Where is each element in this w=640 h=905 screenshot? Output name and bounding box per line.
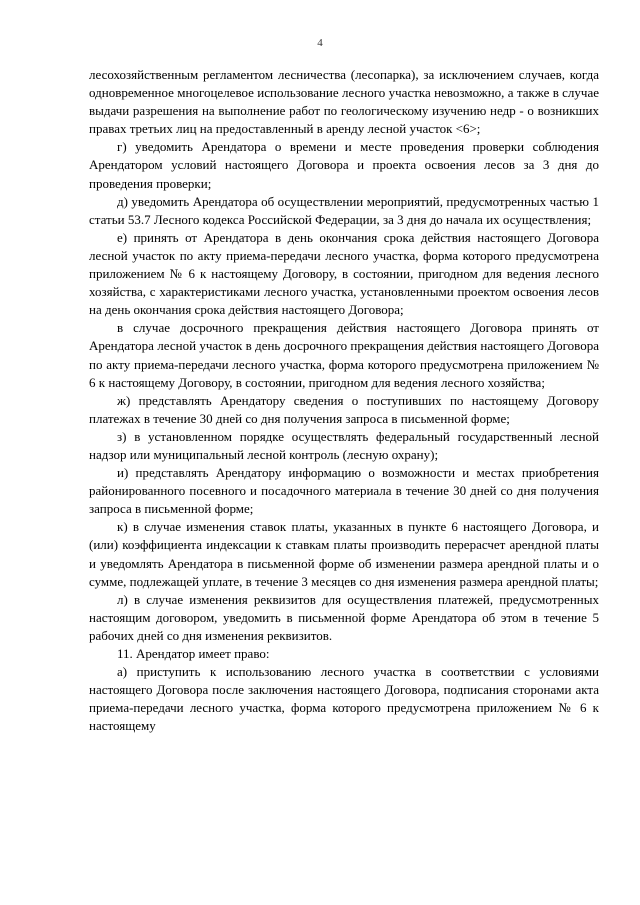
- paragraph-a: а) приступить к использованию лесного участка в соответствии с условиями настоящего Договора после заключения настоящего Договора, подписания сторонами акта приема-передачи лесного участка, форма которого предусмотрена приложением № 6 к настоящему: [89, 664, 599, 734]
- paragraph-zh: ж) представлять Арендатору сведения о поступивших по настоящему Договору платежах в течение 30 дней со дня получения запроса в письменной форме;: [89, 392, 599, 426]
- paragraph-i: и) представлять Арендатору информацию о возможности и местах приобретения районированного посевного и посадочного материала в течение 30 дней со дня получения запроса в письменной форме;: [89, 465, 599, 517]
- document-body: [89, 66, 599, 735]
- paragraph-z: з) в установленном порядке осуществлять федеральный государственный лесной надзор или муниципальный лесной контроль (лесную охрану);: [89, 428, 599, 462]
- paragraph-k: к) в случае изменения ставок платы, указанных в пункте 6 настоящего Договора, и (или) коэффициента индексации к ставкам платы производить перерасчет арендной платы и уведомлять Арендатора в письменной форме об изменении размера арендной платы и о сумме, подлежащей уплате, в течение 3 месяцев со дня изменения размера арендной платы;: [89, 519, 599, 589]
- paragraph-continuation: лесохозяйственным регламентом лесничества (лесопарка), за исключением случаев, когда одновременное многоцелевое использование лесного участка невозможно, а также в случае выдачи разрешения на выполнение работ по геологическому изучению недр - о возникших правах третьих лиц на предоставленный в аренду лесной участок <6>;: [89, 67, 599, 137]
- section-11-heading: 11. Арендатор имеет право:: [117, 646, 270, 661]
- page-number: 4: [317, 37, 323, 49]
- paragraph-early-termination: в случае досрочного прекращения действия настоящего Договора принять от Арендатора лесной участок в день досрочного прекращения действия настоящего Договора по акту приема-передачи лесного участка, форма которого предусмотрена приложением № 6 к настоящему Договору, в состоянии, пригодном для ведения лесного хозяйства;: [89, 320, 599, 390]
- paragraph-e: е) принять от Арендатора в день окончания срока действия настоящего Договора лесной участок по акту приема-передачи лесного участка, форма которого предусмотрена приложением № 6 к настоящему Договору, в состоянии, пригодном для ведения лесного хозяйства, с характеристиками лесного участка, установленными проектом освоения лесов на день окончания срока действия настоящего Договора;: [89, 229, 599, 318]
- paragraph-l: л) в случае изменения реквизитов для осуществления платежей, предусмотренных настоящим договором, уведомить в письменной форме Арендатора об этом в течение 5 рабочих дней со дня изменения реквизитов.: [89, 591, 599, 643]
- paragraph-d: д) уведомить Арендатора об осуществлении мероприятий, предусмотренных частью 1 статьи 53.7 Лесного кодекса Российской Федерации, за 3 дня до начала их осуществления;: [89, 193, 599, 227]
- paragraph-g: г) уведомить Арендатора о времени и месте проведения проверки соблюдения Арендатором условий настоящего Договора и проекта освоения лесов за 3 дня до проведения проверки;: [89, 139, 599, 191]
